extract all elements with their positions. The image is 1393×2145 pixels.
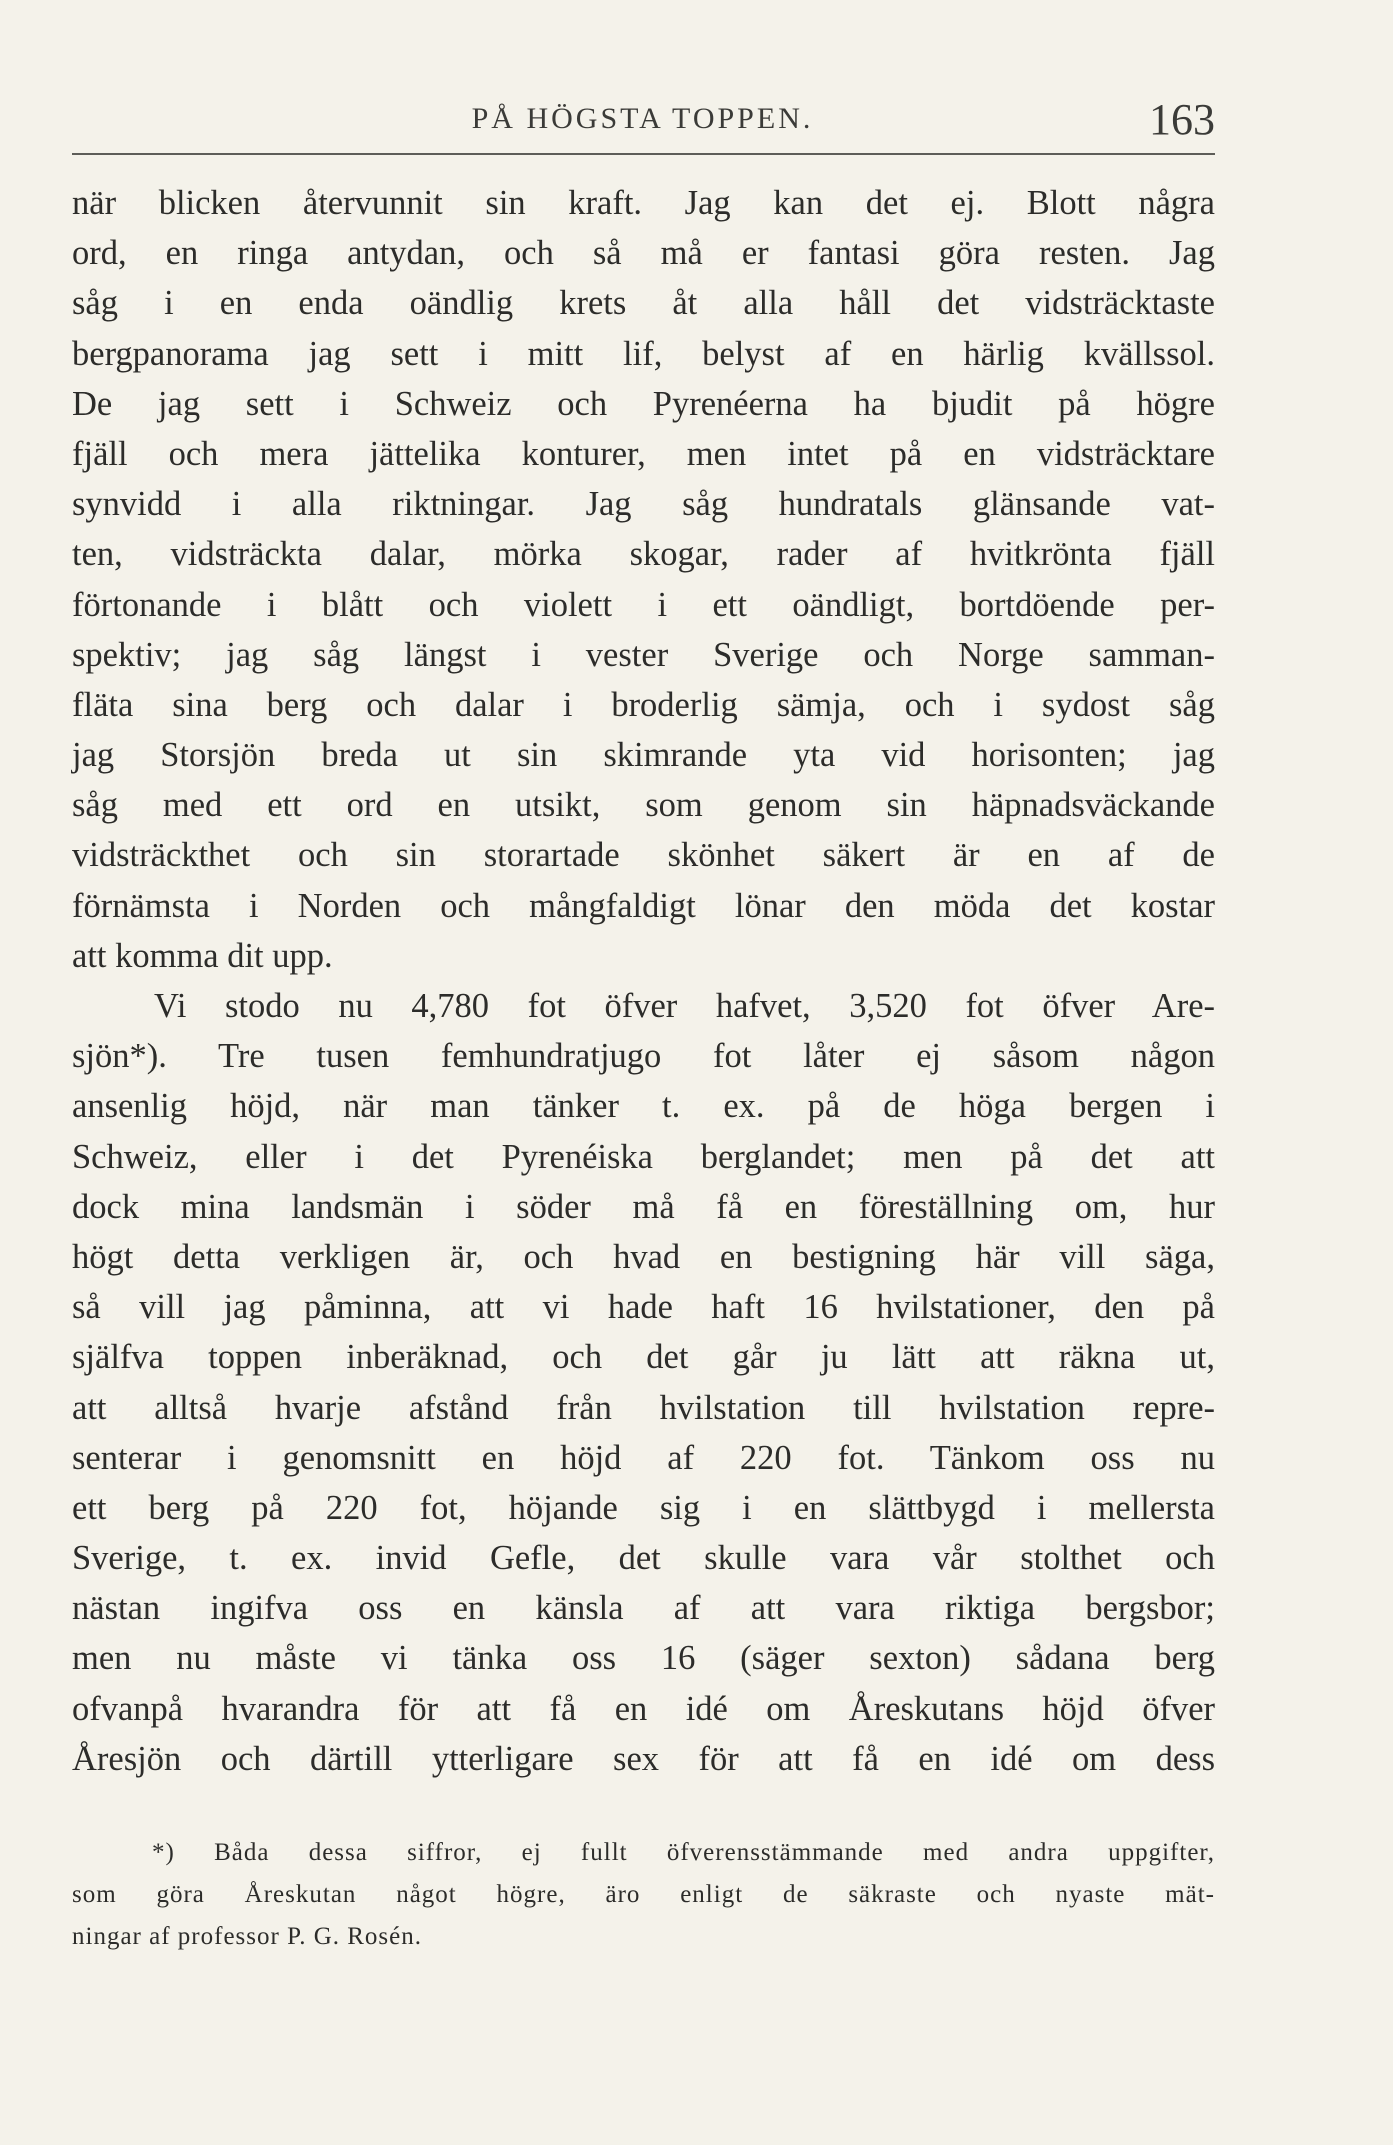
text-line: själfva toppen inberäknad, och det går ju lätt att räkna ut, bbox=[72, 1338, 1215, 1377]
text-line: De jag sett i Schweiz och Pyrenéerna ha bjudit på högre bbox=[72, 384, 1215, 423]
text-line: fläta sina berg och dalar i broderlig sämja, och i sydost såg bbox=[72, 685, 1215, 724]
text-line: nästan ingifva oss en känsla af att vara riktiga bergsbor; bbox=[72, 1589, 1215, 1628]
text-line: spektiv; jag såg längst i vester Sverige och Norge samman- bbox=[72, 635, 1215, 674]
text-line: dock mina landsmän i söder må få en föreställning om, hur bbox=[72, 1187, 1215, 1226]
page-number: 163 bbox=[1149, 95, 1215, 144]
text-line: bergpanorama jag sett i mitt lif, belyst af en härlig kvällssol. bbox=[72, 334, 1215, 373]
footnote bbox=[72, 1832, 1215, 1958]
body-text bbox=[72, 178, 1215, 1784]
text-line: Vi stodo nu 4,780 fot öfver hafvet, 3,520 fot öfver Are- bbox=[154, 987, 1215, 1025]
text-line: såg i en enda oändlig krets åt alla håll det vidsträcktaste bbox=[72, 284, 1215, 323]
text-line: ett berg på 220 fot, höjande sig i en slättbygd i mellersta bbox=[72, 1488, 1215, 1527]
text-line: senterar i genomsnitt en höjd af 220 fot. Tänkom oss nu bbox=[72, 1438, 1215, 1477]
header-rule bbox=[72, 153, 1215, 155]
text-line: synvidd i alla riktningar. Jag såg hundratals glänsande vat- bbox=[72, 485, 1215, 524]
text-line: förtonande i blått och violett i ett oändligt, bortdöende per- bbox=[72, 585, 1215, 624]
text-line: när blicken återvunnit sin kraft. Jag kan det ej. Blott några bbox=[72, 184, 1215, 222]
text-line: att alltså hvarje afstånd från hvilstation till hvilstation repre- bbox=[72, 1388, 1215, 1427]
text-line: högt detta verkligen är, och hvad en bestigning här vill säga, bbox=[72, 1237, 1215, 1276]
text-line: Sverige, t. ex. invid Gefle, det skulle vara vår stolthet och bbox=[72, 1539, 1215, 1578]
text-line: ord, en ringa antydan, och så må er fantasi göra resten. Jag bbox=[72, 234, 1215, 273]
footnote-line: som göra Åreskutan något högre, äro enligt de säkraste och nyaste mät- bbox=[72, 1881, 1215, 1908]
text-line: Åresjön och därtill ytterligare sex för att få en idé om dess bbox=[72, 1739, 1215, 1778]
text-line: jag Storsjön breda ut sin skimrande yta vid horisonten; jag bbox=[72, 736, 1215, 775]
text-line: att komma dit upp. bbox=[72, 936, 333, 975]
text-line: ten, vidsträckta dalar, mörka skogar, rader af hvitkrönta fjäll bbox=[72, 535, 1215, 574]
running-title: PÅ HÖGSTA TOPPEN. bbox=[471, 102, 814, 135]
footnote-line: ningar af professor P. G. Rosén. bbox=[72, 1923, 423, 1950]
text-line: Schweiz, eller i det Pyrenéiska berglandet; men på det att bbox=[72, 1137, 1215, 1176]
text-line: sjön*). Tre tusen femhundratjugo fot låter ej såsom någon bbox=[72, 1037, 1215, 1076]
text-line: så vill jag påminna, att vi hade haft 16 hvilstationer, den på bbox=[72, 1288, 1215, 1327]
text-line: vidsträckthet och sin storartade skönhet säkert är en af de bbox=[72, 836, 1215, 875]
footnote-line: *) Båda dessa siffror, ej fullt öfverensstämmande med andra uppgifter, bbox=[152, 1839, 1215, 1866]
page-header bbox=[70, 92, 1215, 152]
text-line: ofvanpå hvarandra för att få en idé om Åreskutans höjd öfver bbox=[72, 1689, 1215, 1728]
text-line: såg med ett ord en utsikt, som genom sin häpnadsväckande bbox=[72, 786, 1215, 825]
text-line: förnämsta i Norden och mångfaldigt lönar den möda det kostar bbox=[72, 886, 1215, 925]
text-line: ansenlig höjd, när man tänker t. ex. på de höga bergen i bbox=[72, 1087, 1215, 1126]
text-line: men nu måste vi tänka oss 16 (säger sexton) sådana berg bbox=[72, 1639, 1215, 1678]
text-line: fjäll och mera jättelika konturer, men intet på en vidsträcktare bbox=[72, 434, 1215, 473]
